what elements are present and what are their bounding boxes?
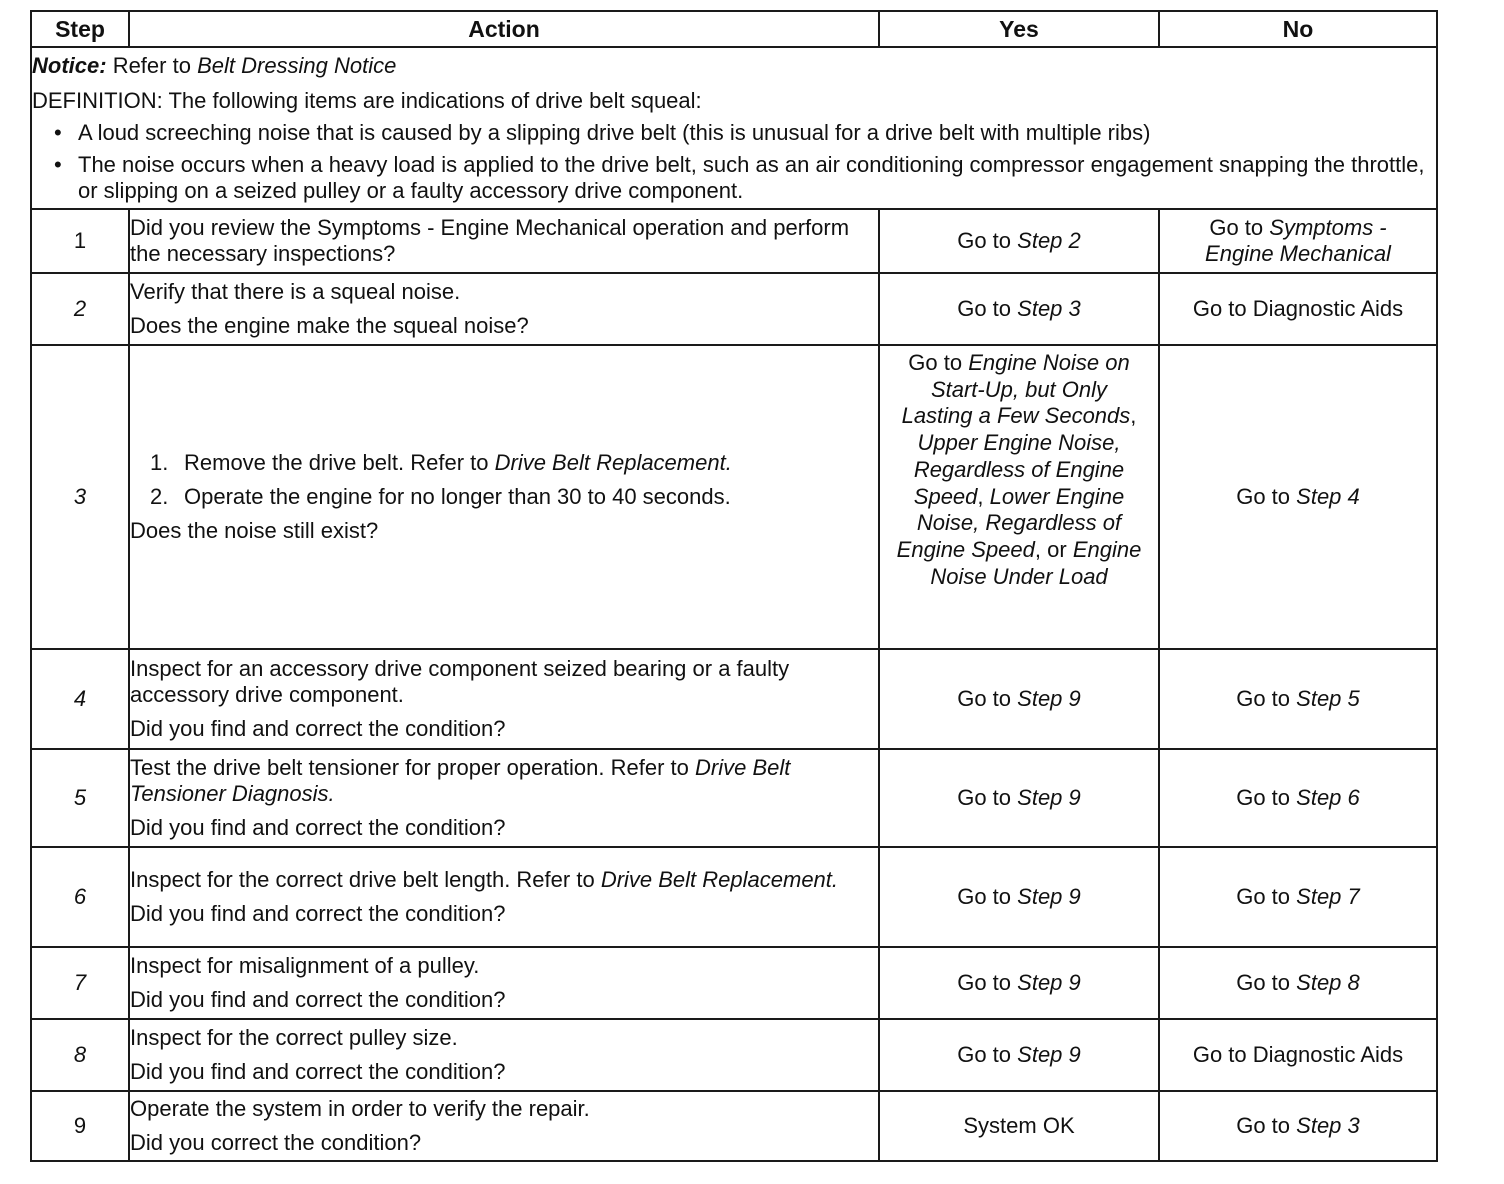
intro-cell [31, 47, 1437, 209]
step-number: 4 [31, 649, 129, 749]
header-step: Step [31, 11, 129, 47]
step-number: 9 [31, 1091, 129, 1161]
no-link[interactable]: Step 8 [1296, 970, 1360, 995]
action-cell [129, 273, 879, 345]
table-row [31, 847, 1437, 947]
list-item [32, 152, 1436, 204]
step-index: 2. [150, 484, 169, 509]
yes-cell [879, 947, 1159, 1019]
yes-cell [879, 847, 1159, 947]
no-cell [1159, 1091, 1437, 1161]
action-cell [129, 749, 879, 847]
action-question: Does the noise still exist? [130, 518, 379, 543]
action-question: Does the engine make the squeal noise? [130, 313, 529, 338]
step-number: 8 [31, 1019, 129, 1091]
yes-cell [879, 209, 1159, 273]
yes-cell [879, 649, 1159, 749]
action-link[interactable]: Drive Belt Replacement. [494, 450, 732, 475]
action-question: Did you find and correct the condition? [130, 716, 506, 741]
step-number: 7 [31, 947, 129, 1019]
yes-link[interactable]: Step 9 [1017, 686, 1081, 711]
no-cell [1159, 749, 1437, 847]
yes-link[interactable]: Lower Engine Noise, Regardless of Engine Speed [896, 483, 1125, 562]
header-row [31, 11, 1437, 47]
action-steps [130, 450, 878, 510]
table-row [31, 649, 1437, 749]
no-cell [1159, 345, 1437, 649]
no-prefix: Go to [1236, 884, 1291, 909]
header-no: No [1159, 11, 1437, 47]
table-row [31, 273, 1437, 345]
no-cell [1159, 947, 1437, 1019]
step-number: 1 [31, 209, 129, 273]
yes-prefix: Go to [957, 686, 1012, 711]
action-cell [129, 209, 879, 273]
list-item [130, 484, 878, 510]
no-prefix: Go to [1236, 785, 1291, 810]
notice-text: Refer to [112, 53, 191, 78]
diagnostic-table [30, 10, 1438, 1162]
bullet-text: The noise occurs when a heavy load is applied to the drive belt, such as an air conditioning compressor engagement snapping the throttle, or slipping on a seized pulley or a faulty accessory drive component. [78, 152, 1425, 203]
step-index: 1. [150, 450, 169, 475]
action-cell [129, 847, 879, 947]
no-link[interactable]: Step 6 [1296, 785, 1360, 810]
no-cell [1159, 273, 1437, 345]
table-row [31, 1091, 1437, 1161]
action-text-lead: Inspect for the correct drive belt length. Refer to [130, 867, 595, 892]
no-prefix: Go to [1236, 686, 1291, 711]
yes-link[interactable]: Step 3 [1017, 296, 1081, 321]
no-link[interactable]: Go to Diagnostic Aids [1192, 296, 1404, 321]
action-question: Did you find and correct the condition? [130, 815, 506, 840]
yes-separator: , or [1034, 536, 1067, 562]
bullet-icon: • [54, 120, 62, 145]
no-prefix: Go to [1209, 215, 1264, 240]
list-item [32, 120, 1436, 146]
yes-result: System OK [963, 1113, 1075, 1138]
action-text-lead: Test the drive belt tensioner for proper operation. Refer to [130, 755, 689, 780]
notice-line [32, 53, 1436, 79]
action-text: Inspect for the correct pulley size. [130, 1025, 458, 1050]
definition-list [32, 120, 1436, 204]
no-link[interactable]: Step 3 [1296, 1113, 1360, 1138]
no-link[interactable]: Go to Diagnostic Aids [1192, 1042, 1404, 1067]
yes-separator: , [1130, 403, 1137, 429]
yes-prefix: Go to [957, 785, 1012, 810]
yes-prefix: Go to [908, 350, 963, 375]
yes-cell [879, 1019, 1159, 1091]
action-cell [129, 649, 879, 749]
action-cell [129, 947, 879, 1019]
no-cell [1159, 209, 1437, 273]
yes-prefix: Go to [957, 228, 1012, 253]
table-row [31, 345, 1437, 649]
table-row [31, 1019, 1437, 1091]
action-text: Inspect for misalignment of a pulley. [130, 953, 480, 978]
bullet-text: A loud screeching noise that is caused by a slipping drive belt (this is unusual for a drive belt with multiple ribs) [78, 120, 1151, 145]
no-cell [1159, 649, 1437, 749]
yes-link[interactable]: Step 9 [1017, 785, 1081, 810]
yes-link[interactable]: Engine Noise Under Load [930, 536, 1142, 589]
yes-prefix: Go to [957, 296, 1012, 321]
action-text: Operate the system in order to verify the repair. [130, 1096, 590, 1121]
no-prefix: Go to [1236, 970, 1291, 995]
step-number: 2 [31, 273, 129, 345]
yes-prefix: Go to [957, 1042, 1012, 1067]
yes-cell [879, 1091, 1159, 1161]
table-row [31, 209, 1437, 273]
no-cell [1159, 1019, 1437, 1091]
yes-prefix: Go to [957, 970, 1012, 995]
no-cell [1159, 847, 1437, 947]
action-link[interactable]: Drive Belt Tensioner Diagnosis. [130, 755, 791, 806]
action-question: Did you find and correct the condition? [130, 987, 506, 1012]
yes-cell [879, 749, 1159, 847]
definition-text: DEFINITION: The following items are indications of drive belt squeal: [32, 88, 702, 113]
no-link[interactable]: Step 5 [1296, 686, 1360, 711]
action-question: Did you find and correct the condition? [130, 901, 506, 926]
table-row [31, 749, 1437, 847]
intro-row [31, 47, 1437, 209]
action-text [130, 755, 878, 807]
action-text: Verify that there is a squeal noise. [130, 279, 461, 304]
notice-label: Notice: [32, 53, 107, 78]
step-number: 5 [31, 749, 129, 847]
action-cell [129, 1019, 879, 1091]
bullet-icon: • [54, 152, 62, 177]
yes-link[interactable]: Upper Engine Noise, Regardless of Engine Speed [913, 430, 1125, 509]
yes-link[interactable]: Step 2 [1017, 228, 1081, 253]
no-link[interactable]: Symptoms - Engine Mechanical [1205, 215, 1391, 266]
action-link[interactable]: Drive Belt Replacement. [600, 867, 839, 892]
header-yes: Yes [879, 11, 1159, 47]
step-number: 6 [31, 847, 129, 947]
no-prefix: Go to [1236, 1113, 1291, 1138]
no-prefix: Go to [1236, 484, 1291, 509]
no-link[interactable]: Step 7 [1296, 884, 1360, 909]
action-text [130, 867, 878, 893]
yes-prefix: Go to [957, 884, 1012, 909]
list-item [130, 450, 878, 476]
yes-link[interactable]: Engine Noise on Start-Up, but Only Lasting a Few Seconds [901, 350, 1131, 429]
action-question: Did you correct the condition? [130, 1130, 422, 1155]
action-text: Remove the drive belt. Refer to [184, 450, 489, 475]
action-question: Did you find and correct the condition? [130, 1059, 506, 1084]
header-action: Action [129, 11, 879, 47]
yes-separator: , [977, 483, 984, 509]
action-cell [129, 1091, 879, 1161]
yes-link[interactable]: Step 9 [1017, 970, 1081, 995]
yes-link[interactable]: Step 9 [1017, 884, 1081, 909]
action-cell [129, 345, 879, 649]
table-row [31, 947, 1437, 1019]
action-text: Inspect for an accessory drive component seized bearing or a faulty accessory drive component. [130, 656, 790, 707]
yes-cell [879, 345, 1159, 649]
action-text: Did you review the Symptoms - Engine Mechanical operation and perform the necessary inspections? [130, 215, 850, 266]
action-text: Operate the engine for no longer than 30 to 40 seconds. [184, 484, 731, 509]
notice-ref: Belt Dressing Notice [197, 53, 397, 78]
no-link[interactable]: Step 4 [1296, 484, 1360, 509]
yes-cell [879, 273, 1159, 345]
yes-link[interactable]: Step 9 [1017, 1042, 1081, 1067]
step-number: 3 [31, 345, 129, 649]
